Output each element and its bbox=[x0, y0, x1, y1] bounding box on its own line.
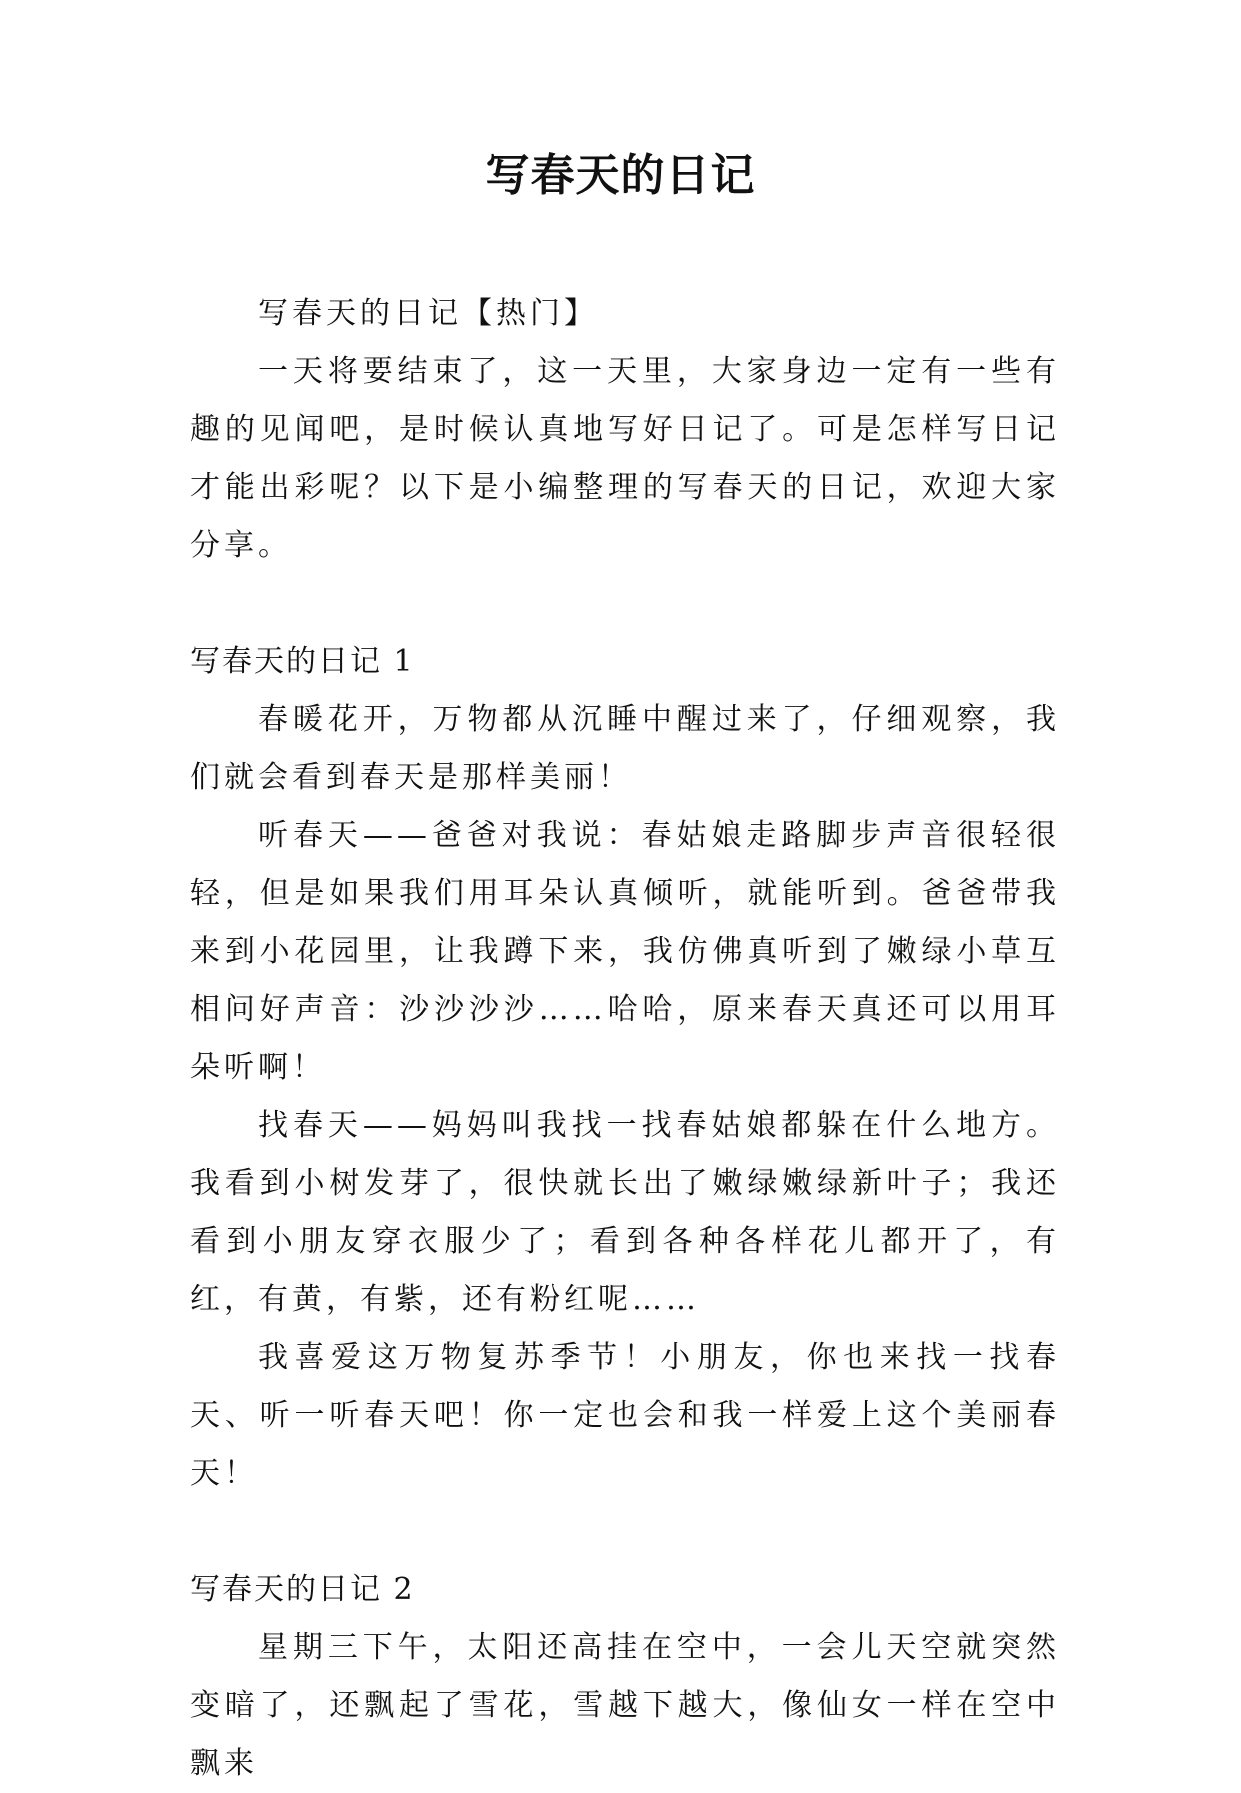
intro-paragraph: 一天将要结束了，这一天里，大家身边一定有一些有趣的见闻吧，是时候认真地写好日记了。可是怎样写日记才能出彩呢？以下是小编整理的写春天的日记，欢迎大家分享。 bbox=[190, 354, 1060, 563]
document-subtitle: 写春天的日记【热门】 bbox=[258, 296, 598, 331]
section-1-paragraph-1: 春暖花开，万物都从沉睡中醒过来了，仔细观察，我们就会看到春天是那样美丽！ bbox=[190, 702, 1060, 795]
section-heading-2: 写春天的日记 2 bbox=[190, 1572, 415, 1607]
section-1-paragraph-2: 听春天——爸爸对我说：春姑娘走路脚步声音很轻很轻，但是如果我们用耳朵认真倾听，就能听到。爸爸带我来到小花园里，让我蹲下来，我仿佛真听到了嫩绿小草互相问好声音：沙沙沙沙……哈哈，原来春天真还可以用耳朵听啊！ bbox=[190, 818, 1060, 1085]
section-spacer bbox=[190, 1503, 1060, 1561]
section-1-paragraph-4: 我喜爱这万物复苏季节！小朋友，你也来找一找春天、听一听春天吧！你一定也会和我一样爱上这个美丽春天！ bbox=[190, 1340, 1060, 1491]
section-spacer bbox=[190, 575, 1060, 633]
document-title: 写春天的日记 bbox=[485, 150, 756, 201]
document-body bbox=[190, 285, 1060, 1793]
section-1-paragraph-3: 找春天——妈妈叫我找一找春姑娘都躲在什么地方。我看到小树发芽了，很快就长出了嫩绿嫩绿新叶子；我还看到小朋友穿衣服少了；看到各种各样花儿都开了，有红，有黄，有紫，还有粉红呢…… bbox=[190, 1108, 1060, 1317]
section-2-paragraph-1: 星期三下午，太阳还高挂在空中，一会儿天空就突然变暗了，还飘起了雪花，雪越下越大，像仙女一样在空中飘来 bbox=[190, 1630, 1060, 1781]
section-heading-1: 写春天的日记 1 bbox=[190, 644, 415, 679]
